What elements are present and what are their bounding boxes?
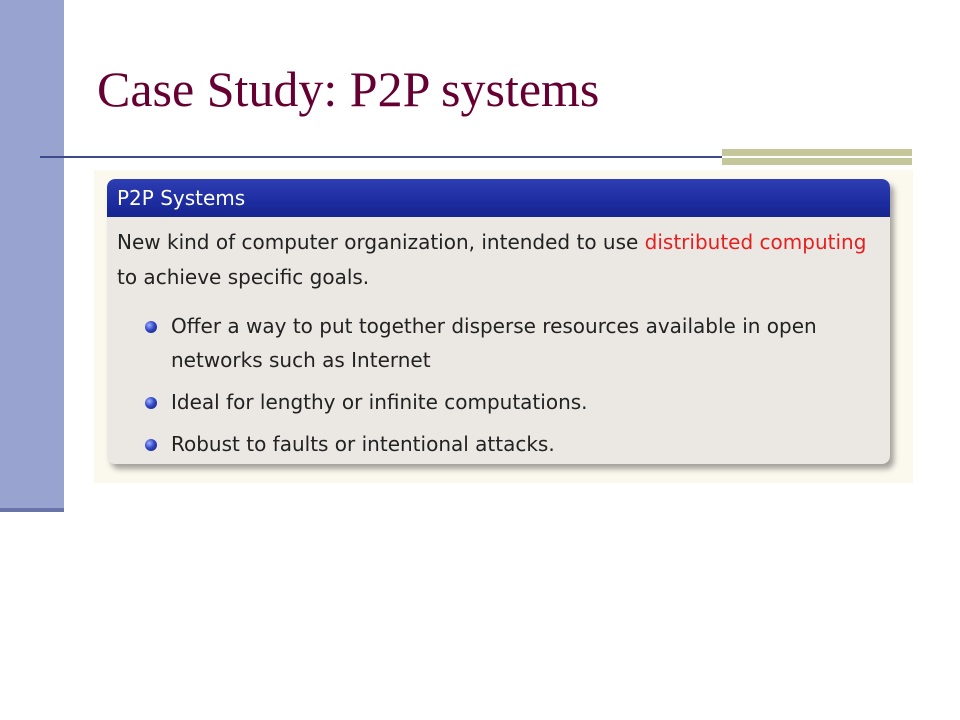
bullet-ball-icon xyxy=(145,397,157,409)
intro-text-before: New kind of computer organization, intended to use xyxy=(117,230,645,254)
left-decorative-bar xyxy=(0,0,64,512)
intro-text-after: to achieve specific goals. xyxy=(117,265,370,289)
block-body xyxy=(107,217,890,461)
accent-block xyxy=(722,149,912,165)
bullet-item xyxy=(117,427,876,461)
bullet-text: Ideal for lengthy or infinite computations. xyxy=(171,390,588,414)
title-underline xyxy=(40,156,722,158)
bullet-item xyxy=(117,385,876,419)
embedded-slide-image xyxy=(94,170,913,483)
intro-highlight: distributed computing xyxy=(644,230,867,254)
bullet-text: Offer a way to put together disperse resources available in open networks such as Internet xyxy=(171,314,817,372)
beamer-block xyxy=(107,179,890,464)
bullet-ball-icon xyxy=(145,439,157,451)
bullet-item xyxy=(117,309,876,377)
intro-paragraph xyxy=(117,225,876,295)
bullet-ball-icon xyxy=(145,321,157,333)
block-header: P2P Systems xyxy=(107,179,890,217)
bullet-text: Robust to faults or intentional attacks. xyxy=(171,432,555,456)
bullet-list xyxy=(117,309,876,461)
accent-divider-line xyxy=(722,156,912,158)
slide-title: Case Study: P2P systems xyxy=(97,61,600,117)
